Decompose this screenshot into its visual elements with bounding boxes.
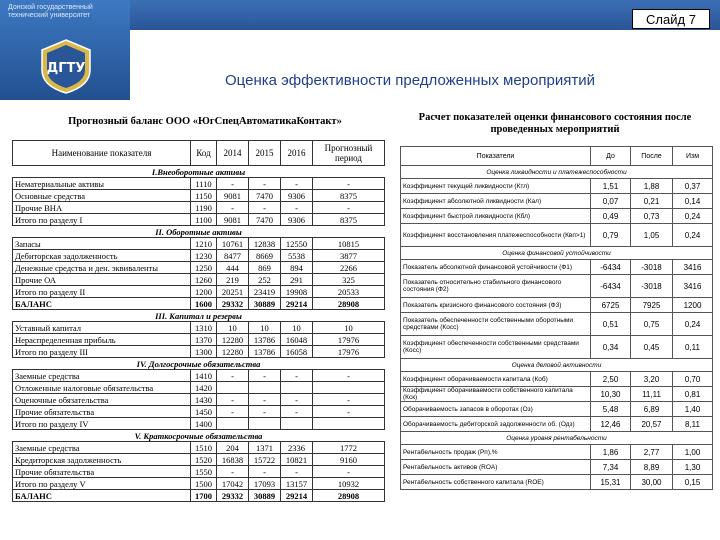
value-cell: 0,37 bbox=[673, 179, 713, 194]
row-label: Прочие ОА bbox=[13, 274, 191, 286]
row-label: Показатель абсолютной финансовой устойчивости (Ф1) bbox=[401, 260, 591, 275]
value-cell bbox=[313, 418, 385, 430]
value-cell: 13786 bbox=[249, 334, 281, 346]
value-cell: 6,89 bbox=[631, 402, 673, 417]
value-cell: 0,15 bbox=[673, 475, 713, 490]
section-row bbox=[13, 166, 385, 178]
value-cell bbox=[313, 382, 385, 394]
value-cell: 17976 bbox=[313, 346, 385, 358]
table-row bbox=[13, 286, 385, 298]
value-cell: 17042 bbox=[217, 478, 249, 490]
table-row bbox=[13, 442, 385, 454]
table-row bbox=[13, 322, 385, 334]
value-cell: 10821 bbox=[281, 454, 313, 466]
value-cell: - bbox=[313, 466, 385, 478]
row-label: Коэффициент текущей ликвидности (Ктл) bbox=[401, 179, 591, 194]
university-emblem-icon bbox=[36, 36, 96, 96]
table-row bbox=[13, 418, 385, 430]
value-cell: 3416 bbox=[673, 260, 713, 275]
row-label: Коэффициент восстановления платежеспособности (Квп>1) bbox=[401, 224, 591, 247]
value-cell: 29214 bbox=[281, 490, 313, 502]
column-header: 2015 bbox=[249, 141, 281, 166]
table-row bbox=[13, 214, 385, 226]
row-label: Рентабельность активов (ROA) bbox=[401, 460, 591, 475]
university-logo bbox=[0, 0, 130, 100]
value-cell: 0,24 bbox=[673, 224, 713, 247]
value-cell: 869 bbox=[249, 262, 281, 274]
table-row bbox=[13, 202, 385, 214]
value-cell: 1400 bbox=[191, 418, 217, 430]
section-label: Оценка ликвидности и платежеспособности bbox=[401, 166, 713, 179]
value-cell: 10 bbox=[217, 322, 249, 334]
row-label: Коэффициент абсолютной ликвидности (Кал) bbox=[401, 194, 591, 209]
value-cell: 6725 bbox=[591, 298, 631, 313]
section-label: II. Оборотные активы bbox=[13, 226, 385, 238]
value-cell: 29332 bbox=[217, 490, 249, 502]
value-cell: 29214 bbox=[281, 298, 313, 310]
value-cell: 1110 bbox=[191, 178, 217, 190]
value-cell: 10 bbox=[313, 322, 385, 334]
value-cell: 1420 bbox=[191, 382, 217, 394]
table-row bbox=[13, 250, 385, 262]
value-cell: 10932 bbox=[313, 478, 385, 490]
row-label: БАЛАНС bbox=[13, 490, 191, 502]
value-cell: 11,11 bbox=[631, 387, 673, 402]
value-cell: 20,57 bbox=[631, 417, 673, 432]
value-cell: - bbox=[313, 202, 385, 214]
value-cell: 8669 bbox=[249, 250, 281, 262]
value-cell: 1190 bbox=[191, 202, 217, 214]
value-cell: 0,75 bbox=[631, 313, 673, 336]
value-cell: 13786 bbox=[249, 346, 281, 358]
table-row bbox=[401, 460, 713, 475]
row-label: Коэффициент быстрой ликвидности (Кбл) bbox=[401, 209, 591, 224]
indicators-title: Расчет показателей оценки финансового состояния после проведенных мероприятий bbox=[418, 112, 692, 135]
column-header: 2016 bbox=[281, 141, 313, 166]
value-cell: 1,00 bbox=[673, 445, 713, 460]
value-cell: 1,05 bbox=[631, 224, 673, 247]
value-cell: -3018 bbox=[631, 275, 673, 298]
value-cell bbox=[217, 382, 249, 394]
row-label: Рентабельность продаж (Рп),% bbox=[401, 445, 591, 460]
table-row bbox=[13, 466, 385, 478]
value-cell: 3,20 bbox=[631, 372, 673, 387]
value-cell: 7,34 bbox=[591, 460, 631, 475]
row-label: Коэффициент оборачиваемости собственного капитала (Кск) bbox=[401, 387, 591, 402]
row-label: Оборачиваемость запасов в оборотах (Оз) bbox=[401, 402, 591, 417]
value-cell: 15722 bbox=[249, 454, 281, 466]
value-cell: - bbox=[249, 394, 281, 406]
table-row bbox=[13, 298, 385, 310]
value-cell: - bbox=[313, 370, 385, 382]
value-cell: 219 bbox=[217, 274, 249, 286]
column-header: До bbox=[591, 147, 631, 166]
row-label: Показатель обеспеченности собственными оборотными средствами (Косс) bbox=[401, 313, 591, 336]
column-header: Прогнозный период bbox=[313, 141, 385, 166]
value-cell: 30,00 bbox=[631, 475, 673, 490]
value-cell: - bbox=[281, 370, 313, 382]
row-label: Кредиторская задолженность bbox=[13, 454, 191, 466]
value-cell: 5,48 bbox=[591, 402, 631, 417]
column-header: Показатели bbox=[401, 147, 591, 166]
row-label: Итого по разделу II bbox=[13, 286, 191, 298]
section-label: I.Внеоборотные активы bbox=[13, 166, 385, 178]
column-header: Код bbox=[191, 141, 217, 166]
table-header-row bbox=[13, 141, 385, 166]
table-row bbox=[401, 209, 713, 224]
value-cell: 1300 bbox=[191, 346, 217, 358]
table-header-row bbox=[401, 147, 713, 166]
row-label: Денежные средства и ден. эквиваленты bbox=[13, 262, 191, 274]
value-cell: 12280 bbox=[217, 346, 249, 358]
value-cell: 20533 bbox=[313, 286, 385, 298]
balance-title: Прогнозный баланс ООО «ЮгСпецАвтоматикаКонтакт» bbox=[68, 116, 342, 127]
value-cell: 1700 bbox=[191, 490, 217, 502]
value-cell: 1210 bbox=[191, 238, 217, 250]
table-row bbox=[401, 336, 713, 359]
value-cell: 13157 bbox=[281, 478, 313, 490]
row-label: Отложенные налоговые обязательства bbox=[13, 382, 191, 394]
value-cell: 0,45 bbox=[631, 336, 673, 359]
value-cell: 1150 bbox=[191, 190, 217, 202]
value-cell: 0,11 bbox=[673, 336, 713, 359]
row-label: Оборачиваемость дебиторской задолженности об. (Одз) bbox=[401, 417, 591, 432]
table-row bbox=[401, 445, 713, 460]
value-cell: - bbox=[217, 394, 249, 406]
table-row bbox=[13, 370, 385, 382]
value-cell: 0,79 bbox=[591, 224, 631, 247]
value-cell: 291 bbox=[281, 274, 313, 286]
value-cell: 9081 bbox=[217, 190, 249, 202]
value-cell: 1370 bbox=[191, 334, 217, 346]
column-header: Наименование показателя bbox=[13, 141, 191, 166]
value-cell: 0,49 bbox=[591, 209, 631, 224]
value-cell bbox=[281, 418, 313, 430]
value-cell: 8375 bbox=[313, 190, 385, 202]
value-cell: - bbox=[249, 406, 281, 418]
value-cell: - bbox=[249, 370, 281, 382]
section-row bbox=[13, 358, 385, 370]
value-cell: - bbox=[217, 202, 249, 214]
value-cell: - bbox=[217, 466, 249, 478]
slide-number: Слайд 7 bbox=[632, 9, 710, 29]
row-label: Показатель кризисного финансового состояния (Ф3) bbox=[401, 298, 591, 313]
value-cell: 252 bbox=[249, 274, 281, 286]
section-row bbox=[13, 310, 385, 322]
value-cell: 1450 bbox=[191, 406, 217, 418]
indicators-table bbox=[400, 146, 713, 490]
value-cell: 23419 bbox=[249, 286, 281, 298]
value-cell: 0,51 bbox=[591, 313, 631, 336]
value-cell: 0,81 bbox=[673, 387, 713, 402]
table-row bbox=[13, 490, 385, 502]
table-row bbox=[401, 372, 713, 387]
section-row bbox=[401, 247, 713, 260]
value-cell: - bbox=[281, 466, 313, 478]
table-row bbox=[401, 275, 713, 298]
table-row bbox=[401, 260, 713, 275]
value-cell: 28908 bbox=[313, 298, 385, 310]
value-cell: 8477 bbox=[217, 250, 249, 262]
value-cell: 10761 bbox=[217, 238, 249, 250]
value-cell bbox=[249, 418, 281, 430]
value-cell: - bbox=[281, 202, 313, 214]
row-label: Рентабельность собственного капитала (ROE) bbox=[401, 475, 591, 490]
value-cell: 1250 bbox=[191, 262, 217, 274]
row-label: Прочие ВНА bbox=[13, 202, 191, 214]
table-row bbox=[13, 238, 385, 250]
value-cell: 2266 bbox=[313, 262, 385, 274]
section-row bbox=[401, 166, 713, 179]
value-cell: 1,88 bbox=[631, 179, 673, 194]
value-cell: 1430 bbox=[191, 394, 217, 406]
value-cell: 3416 bbox=[673, 275, 713, 298]
value-cell: 16048 bbox=[281, 334, 313, 346]
value-cell: 0,21 bbox=[631, 194, 673, 209]
section-label: Оценка уровня рентабельности bbox=[401, 432, 713, 445]
table-row bbox=[13, 190, 385, 202]
value-cell: 28908 bbox=[313, 490, 385, 502]
value-cell: 12550 bbox=[281, 238, 313, 250]
value-cell: 1,86 bbox=[591, 445, 631, 460]
value-cell: 1500 bbox=[191, 478, 217, 490]
value-cell: - bbox=[217, 370, 249, 382]
row-label: Заемные средства bbox=[13, 370, 191, 382]
value-cell: 9160 bbox=[313, 454, 385, 466]
value-cell: 1371 bbox=[249, 442, 281, 454]
value-cell: 0,24 bbox=[673, 313, 713, 336]
row-label: Итого по разделу I bbox=[13, 214, 191, 226]
value-cell: 8375 bbox=[313, 214, 385, 226]
value-cell: 9306 bbox=[281, 214, 313, 226]
value-cell: 10815 bbox=[313, 238, 385, 250]
value-cell: 325 bbox=[313, 274, 385, 286]
section-label: IV. Долгосрочные обязательства bbox=[13, 358, 385, 370]
value-cell: -3018 bbox=[631, 260, 673, 275]
value-cell: 3877 bbox=[313, 250, 385, 262]
value-cell: -6434 bbox=[591, 275, 631, 298]
value-cell: 29332 bbox=[217, 298, 249, 310]
svg-text:ДГТУ: ДГТУ bbox=[46, 61, 86, 76]
row-label: Уставный капитал bbox=[13, 322, 191, 334]
row-label: Показатель относительно стабильного финансового состояния (Ф2) bbox=[401, 275, 591, 298]
section-row bbox=[13, 226, 385, 238]
section-row bbox=[401, 359, 713, 372]
value-cell: 0,34 bbox=[591, 336, 631, 359]
value-cell: 16058 bbox=[281, 346, 313, 358]
value-cell: 17976 bbox=[313, 334, 385, 346]
value-cell: 0,07 bbox=[591, 194, 631, 209]
table-row bbox=[13, 406, 385, 418]
value-cell: 1772 bbox=[313, 442, 385, 454]
value-cell: - bbox=[249, 178, 281, 190]
table-row bbox=[13, 478, 385, 490]
row-label: Дебиторская задолженность bbox=[13, 250, 191, 262]
section-row bbox=[401, 432, 713, 445]
value-cell: 0,70 bbox=[673, 372, 713, 387]
row-label: Оценочные обязательства bbox=[13, 394, 191, 406]
value-cell: 12838 bbox=[249, 238, 281, 250]
value-cell: 1510 bbox=[191, 442, 217, 454]
balance-table bbox=[12, 140, 385, 502]
value-cell: 10,30 bbox=[591, 387, 631, 402]
row-label: Прочие обязательства bbox=[13, 466, 191, 478]
value-cell: 10 bbox=[281, 322, 313, 334]
value-cell: 2,77 bbox=[631, 445, 673, 460]
value-cell: 15,31 bbox=[591, 475, 631, 490]
value-cell bbox=[281, 382, 313, 394]
row-label: Коэффициент оборачиваемости капитала (Коб) bbox=[401, 372, 591, 387]
row-label: Нераспределенная прибыль bbox=[13, 334, 191, 346]
table-row bbox=[401, 298, 713, 313]
column-header: 2014 bbox=[217, 141, 249, 166]
column-header: После bbox=[631, 147, 673, 166]
table-row bbox=[401, 194, 713, 209]
table-row bbox=[13, 334, 385, 346]
value-cell: -6434 bbox=[591, 260, 631, 275]
value-cell: - bbox=[281, 406, 313, 418]
value-cell: 17093 bbox=[249, 478, 281, 490]
row-label: БАЛАНС bbox=[13, 298, 191, 310]
section-label: V. Краткосрочные обязательства bbox=[13, 430, 385, 442]
value-cell: 2336 bbox=[281, 442, 313, 454]
table-row bbox=[13, 394, 385, 406]
value-cell: 30889 bbox=[249, 490, 281, 502]
value-cell: 1200 bbox=[191, 286, 217, 298]
column-header: Изм bbox=[673, 147, 713, 166]
value-cell: 1260 bbox=[191, 274, 217, 286]
table-row bbox=[401, 387, 713, 402]
table-row bbox=[401, 313, 713, 336]
value-cell: 1,40 bbox=[673, 402, 713, 417]
value-cell: 1230 bbox=[191, 250, 217, 262]
value-cell: 8,89 bbox=[631, 460, 673, 475]
table-row bbox=[401, 179, 713, 194]
logo-text: Донской государственный технический университет bbox=[8, 4, 93, 19]
table-row bbox=[13, 454, 385, 466]
value-cell: 12280 bbox=[217, 334, 249, 346]
section-label: Оценка финансовой устойчивости bbox=[401, 247, 713, 260]
value-cell: 9306 bbox=[281, 190, 313, 202]
value-cell bbox=[249, 382, 281, 394]
value-cell: 444 bbox=[217, 262, 249, 274]
value-cell: - bbox=[217, 178, 249, 190]
table-row bbox=[401, 402, 713, 417]
value-cell: 7470 bbox=[249, 190, 281, 202]
table-row bbox=[13, 262, 385, 274]
value-cell: 894 bbox=[281, 262, 313, 274]
value-cell: - bbox=[313, 178, 385, 190]
value-cell: 0,14 bbox=[673, 194, 713, 209]
value-cell: - bbox=[249, 466, 281, 478]
value-cell: - bbox=[249, 202, 281, 214]
value-cell: 204 bbox=[217, 442, 249, 454]
row-label: Прочие обязательства bbox=[13, 406, 191, 418]
row-label: Итого по разделу IV bbox=[13, 418, 191, 430]
value-cell: 1100 bbox=[191, 214, 217, 226]
value-cell: 12,46 bbox=[591, 417, 631, 432]
row-label: Заемные средства bbox=[13, 442, 191, 454]
value-cell: 9081 bbox=[217, 214, 249, 226]
value-cell: 1,30 bbox=[673, 460, 713, 475]
row-label: Итого по разделу V bbox=[13, 478, 191, 490]
value-cell: 0,24 bbox=[673, 209, 713, 224]
value-cell: 10 bbox=[249, 322, 281, 334]
value-cell: 1520 bbox=[191, 454, 217, 466]
value-cell: 1600 bbox=[191, 298, 217, 310]
table-row bbox=[401, 417, 713, 432]
value-cell: 7925 bbox=[631, 298, 673, 313]
value-cell: - bbox=[281, 394, 313, 406]
value-cell: - bbox=[313, 406, 385, 418]
value-cell: 0,73 bbox=[631, 209, 673, 224]
row-label: Коэффициент обеспеченности собственными средствами (Косс) bbox=[401, 336, 591, 359]
table-row bbox=[401, 475, 713, 490]
value-cell: 1,51 bbox=[591, 179, 631, 194]
section-row bbox=[13, 430, 385, 442]
value-cell: 30889 bbox=[249, 298, 281, 310]
value-cell: 19908 bbox=[281, 286, 313, 298]
table-row bbox=[13, 178, 385, 190]
value-cell: - bbox=[313, 394, 385, 406]
value-cell: 1410 bbox=[191, 370, 217, 382]
value-cell: 8,11 bbox=[673, 417, 713, 432]
row-label: Основные средства bbox=[13, 190, 191, 202]
value-cell: - bbox=[217, 406, 249, 418]
value-cell: 20251 bbox=[217, 286, 249, 298]
value-cell: 5538 bbox=[281, 250, 313, 262]
row-label: Итого по разделу III bbox=[13, 346, 191, 358]
table-row bbox=[13, 382, 385, 394]
value-cell: - bbox=[281, 178, 313, 190]
slide-title: Оценка эффективности предложенных мероприятий bbox=[225, 72, 595, 89]
value-cell bbox=[217, 418, 249, 430]
table-row bbox=[13, 346, 385, 358]
table-row bbox=[401, 224, 713, 247]
row-label: Нематериальные активы bbox=[13, 178, 191, 190]
value-cell: 1200 bbox=[673, 298, 713, 313]
value-cell: 7470 bbox=[249, 214, 281, 226]
table-row bbox=[13, 274, 385, 286]
value-cell: 16838 bbox=[217, 454, 249, 466]
value-cell: 1310 bbox=[191, 322, 217, 334]
value-cell: 1550 bbox=[191, 466, 217, 478]
row-label: Запасы bbox=[13, 238, 191, 250]
section-label: III. Капитал и резервы bbox=[13, 310, 385, 322]
section-label: Оценка деловой активности bbox=[401, 359, 713, 372]
value-cell: 2,50 bbox=[591, 372, 631, 387]
